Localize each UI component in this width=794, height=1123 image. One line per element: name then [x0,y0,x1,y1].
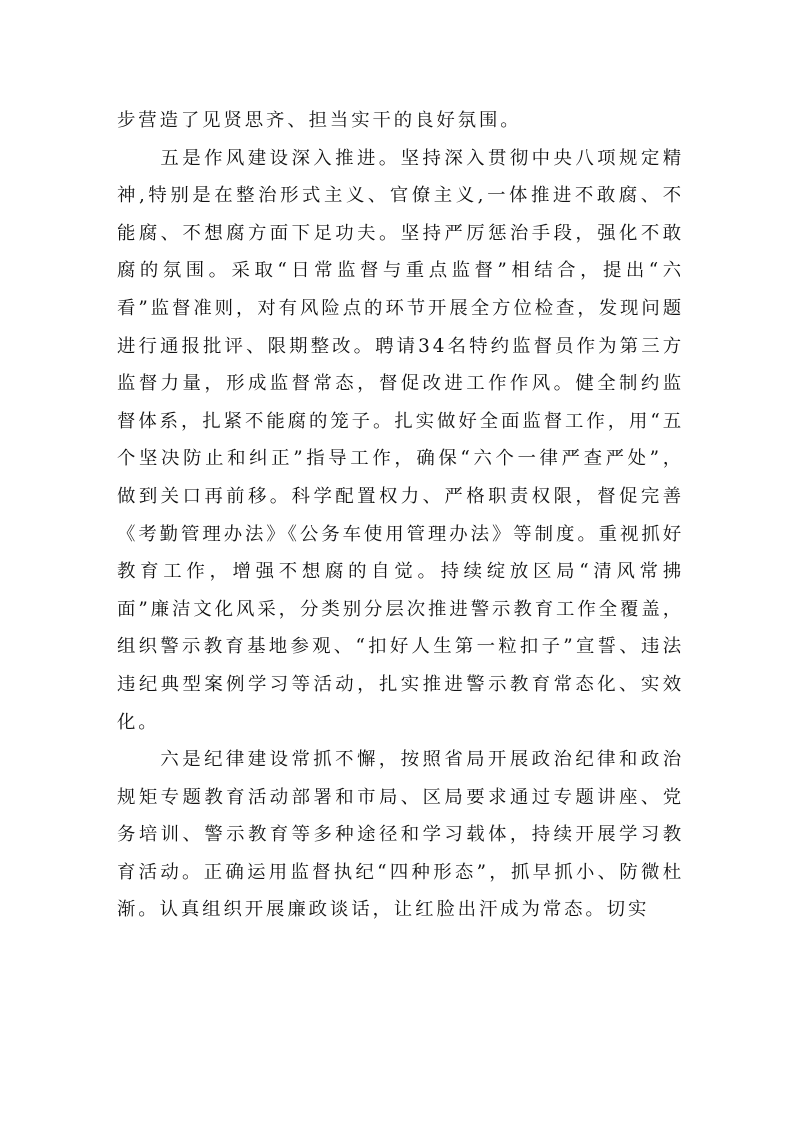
paragraph-conduct-building: 五是作风建设深入推进。坚持深入贯彻中央八项规定精神,特别是在整治形式主义、官僚主义,一体推进不敢腐、不能腐、不想腐方面下足功夫。坚持严厉惩治手段，强化不敢腐的氛围。采取“日常监督与重点监督”相结合，提出“六看”监督准则，对有风险点的环节开展全方位检查，发现问题进行通报批评、限期整改。聘请34名特约监督员作为第三方监督力量，形成监督常态，督促改进工作作风。健全制约监督体系，扎紧不能腐的笼子。扎实做好全面监督工作，用“五个坚决防止和纠正”指导工作，确保“六个一律严查严处”，做到关口再前移。科学配置权力、严格职责权限，督促完善《考勤管理办法》《公务车使用管理办法》等制度。重视抓好教育工作，增强不想腐的自觉。持续绽放区局“清风常拂面”廉洁文化风采，分类别分层次推进警示教育工作全覆盖，组织警示教育基地参观、“扣好人生第一粒扣子”宣誓、违法违纪典型案例学习等活动，扎实推进警示教育常态化、实效化。 [117,147,684,733]
paragraph-discipline-building: 六是纪律建设常抓不懈，按照省局开展政治纪律和政治规矩专题教育活动部署和市局、区局要求通过专题讲座、党务培训、警示教育等多种途径和学习载体，持续开展学习教育活动。正确运用监督执纪“四种形态”，抓早抓小、防微杜渐。认真组织开展廉政谈话，让红脸出汗成为常态。切实 [117,749,684,921]
document-body [117,102,684,929]
paragraph-continuation: 步营造了见贤思齐、担当实干的良好氛围。 [117,110,522,131]
